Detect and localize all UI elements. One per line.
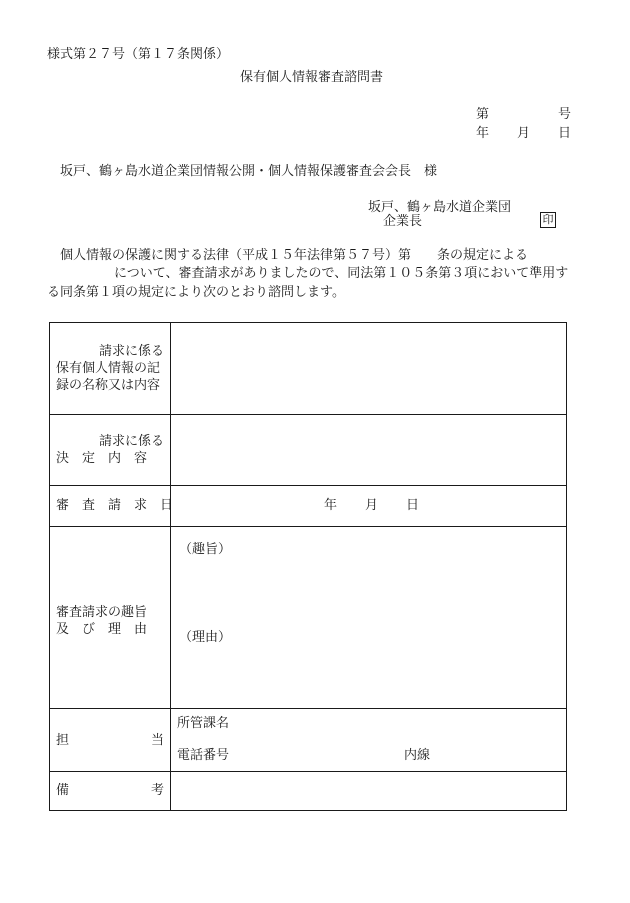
input-cell-remarks[interactable] — [171, 772, 567, 811]
body-text-line-1: 個人情報の保護に関する法律（平成１５年法律第５７号）第 条の規定による — [60, 248, 529, 263]
input-cell-decision[interactable] — [171, 415, 567, 486]
table-row-contact — [50, 709, 567, 772]
label-record-line-2: 保有個人情報の記 — [56, 361, 161, 376]
date-day-label: 日 — [558, 126, 572, 141]
date-year-label: 年 — [476, 126, 490, 141]
input-cell-request-date[interactable] — [171, 486, 567, 527]
table-row-request-date — [50, 486, 567, 527]
input-cell-record-name[interactable] — [171, 323, 567, 415]
label-remarks-right: 考 — [150, 783, 164, 798]
label-decision-line-1: 請求に係る — [98, 434, 164, 449]
label-decision-line-2: 決 定 内 容 — [56, 451, 148, 466]
label-contact-left: 担 — [56, 733, 70, 748]
document-title: 保有個人情報審査諮問書 — [240, 70, 384, 85]
label-remarks-left: 備 — [56, 783, 70, 798]
addressee: 坂戸、鶴ヶ島水道企業団情報公開・個人情報保護審査会会長 様 — [60, 164, 438, 179]
sender-title: 企業長 — [383, 214, 423, 229]
extension-label: 内線 — [404, 748, 431, 763]
sender-organization: 坂戸、鶴ヶ島水道企業団 — [368, 200, 512, 215]
request-date-year-label: 年 — [324, 498, 338, 513]
label-cell-remarks — [50, 772, 171, 811]
label-cell-contact — [50, 709, 171, 772]
purpose-heading: （趣旨） — [179, 542, 232, 557]
reason-heading: （理由） — [179, 630, 232, 645]
seal-mark: 印 — [540, 212, 556, 228]
consultation-form-table — [49, 322, 567, 811]
table-row-record-name — [50, 323, 567, 415]
label-record-line-1: 請求に係る — [98, 344, 164, 359]
label-request-date: 審 査 請 求 日 — [56, 498, 174, 513]
label-cell-record-name — [50, 323, 171, 415]
label-cell-request-date — [50, 486, 174, 527]
input-cell-contact[interactable] — [171, 709, 567, 772]
label-cell-decision — [50, 415, 171, 486]
label-purpose-line-2: 及 び 理 由 — [56, 622, 148, 637]
label-cell-purpose-reason — [50, 527, 171, 709]
input-cell-purpose-reason[interactable] — [171, 527, 567, 709]
request-date-day-label: 日 — [406, 498, 420, 513]
phone-number-label: 電話番号 — [177, 748, 230, 763]
document-number-label: 第 — [476, 107, 490, 122]
label-record-line-3: 録の名称又は内容 — [56, 378, 161, 393]
date-month-label: 月 — [517, 126, 531, 141]
label-purpose-line-1: 審査請求の趣旨 — [56, 605, 148, 620]
table-row-decision — [50, 415, 567, 486]
document-number-suffix: 号 — [558, 107, 572, 122]
body-text-line-2: について、審査請求がありましたので、同法第１０５条第３項において準用す — [114, 266, 569, 281]
label-contact-right: 当 — [150, 733, 164, 748]
section-name-label: 所管課名 — [177, 716, 230, 731]
body-text-line-3: る同条第１項の規定により次のとおり諮問します。 — [47, 285, 345, 300]
table-row-purpose-reason — [50, 527, 567, 709]
form-number: 様式第２７号（第１７条関係） — [47, 47, 230, 62]
request-date-month-label: 月 — [365, 498, 379, 513]
table-row-remarks — [50, 772, 567, 811]
